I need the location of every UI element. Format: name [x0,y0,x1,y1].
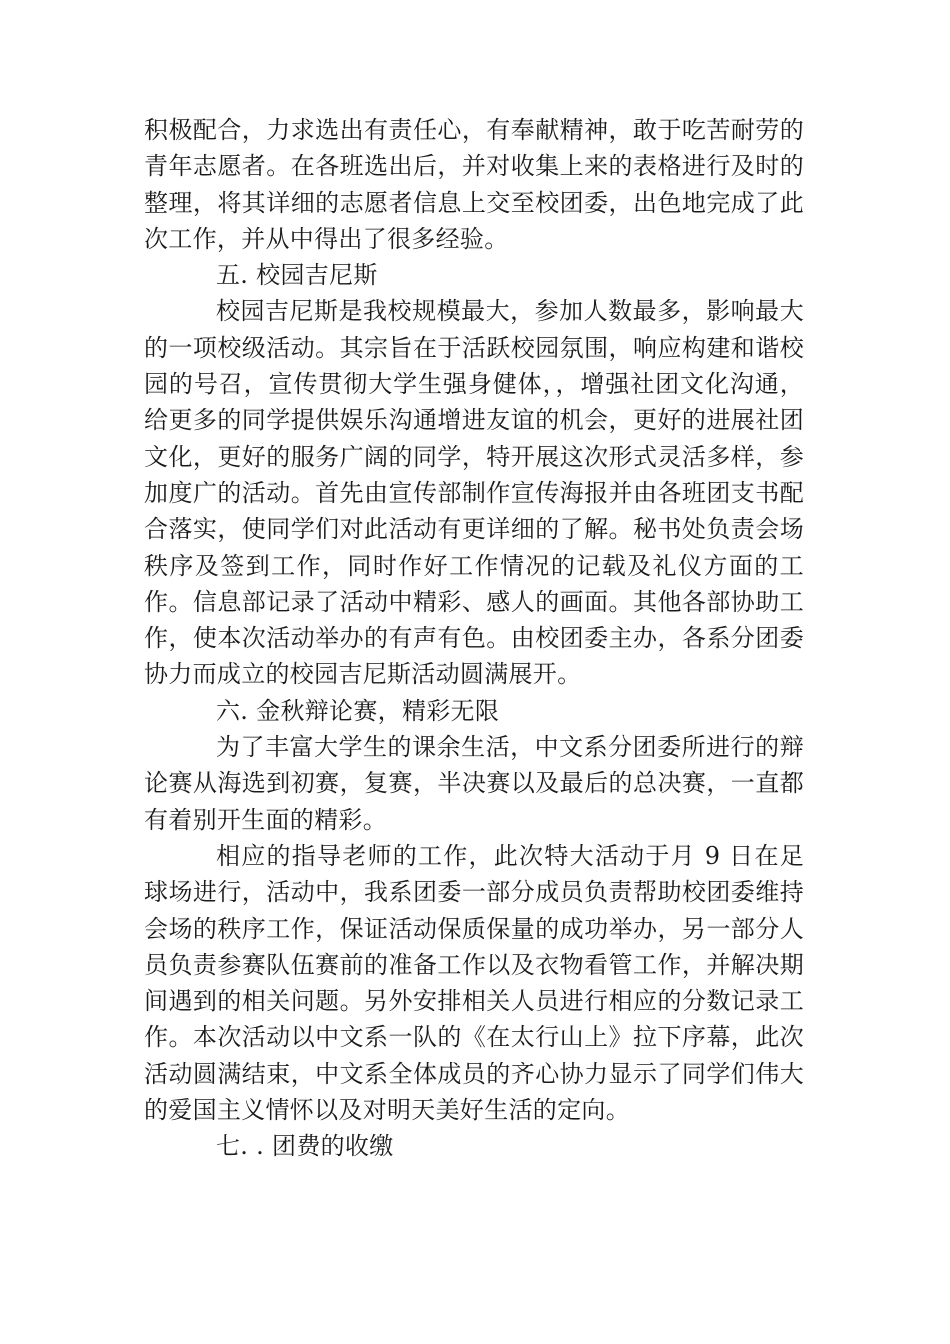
section-heading-5: 五. 校园吉尼斯 [216,261,378,290]
paragraph-debate-details: 相应的指导老师的工作，此次特大活动于月 9 日在足球场进行，活动中，我系团委一部分成员负责帮助校团委维持会场的秩序工作，保证活动保质保量的成功举办，另一部分人员负责参赛队伍赛前的准备工作以及衣物看管工作，并解决期间遇到的相关问题。另外安排相关人员进行相应的分数记录工作。本次活动以中文系一队的《在太行山上》拉下序幕，此次活动圆满结束，中文系全体成员的齐心协力显示了同学们伟大的爱国主义情怀以及对明天美好生活的定向。 [144,841,804,1125]
paragraph-volunteer-continued: 积极配合，力求选出有责任心，有奉献精神，敢于吃苦耐劳的青年志愿者。在各班选出后，并对收集上来的表格进行及时的整理，将其详细的志愿者信息上交至校团委，出色地完成了此次工作，并从中得出了很多经验。 [144,116,804,253]
paragraph-debate-intro: 为了丰富大学生的课余生活，中文系分团委所进行的辩论赛从海选到初赛，复赛，半决赛以及最后的总决赛，一直都有着别开生面的精彩。 [144,733,804,834]
document-body [144,112,804,1165]
section-heading-6: 六. 金秋辩论赛，精彩无限 [216,696,500,725]
section-heading-7: 七. . 团费的收缴 [216,1132,394,1161]
paragraph-campus-guinness: 校园吉尼斯是我校规模最大，参加人数最多，影响最大的一项校级活动。其宗旨在于活跃校园氛围，响应构建和谐校园的号召，宣传贯彻大学生强身健体，，增强社团文化沟通，给更多的同学提供娱乐沟通增进友谊的机会，更好的进展社团文化，更好的服务广阔的同学，特开展这次形式灵活多样，参加度广的活动。首先由宣传部制作宣传海报并由各班团支书配合落实，使同学们对此活动有更详细的了解。秘书处负责会场秩序及签到工作，同时作好工作情况的记载及礼仪方面的工作。信息部记录了活动中精彩、感人的画面。其他各部协助工作，使本次活动举办的有声有色。由校团委主办，各系分团委协力而成立的校园吉尼斯活动圆满展开。 [144,297,804,689]
